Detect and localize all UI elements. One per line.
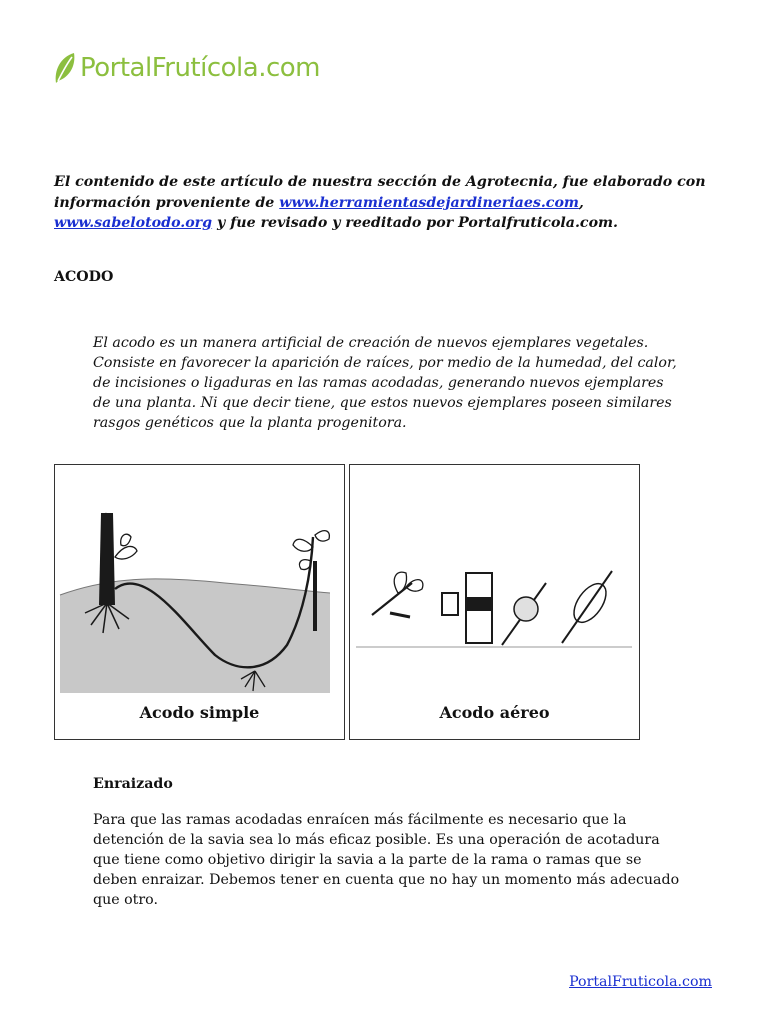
- acodo-simple-illustration: [55, 465, 344, 739]
- intro-text-before: El contenido de este artículo de nuestra sección de Agrotecnia, fue elaborado con información proveniente de: [54, 174, 706, 211]
- footer-link[interactable]: PortalFruticola.com: [569, 974, 712, 990]
- caption-acodo-aereo: Acodo aéreo: [439, 703, 550, 722]
- enraizado-paragraph: Para que las ramas acodadas enraícen más fácilmente es necesario que la detención de la savia sea lo más eficaz posible. Es una operación de acotadura que tiene como objetivo dirigir la savia a la parte de la rama o ramas que se deben enraizar. Debemos tener en cuenta que no hay un momento más adecuado que otro.: [93, 812, 680, 908]
- acodo-aereo-illustration: [350, 465, 639, 739]
- section-heading: ACODO: [54, 269, 114, 285]
- intro-separator: ,: [578, 194, 584, 211]
- link-herramientas[interactable]: www.herramientasdejardineriaes.com: [279, 194, 579, 211]
- figure-acodo-simple: [54, 464, 345, 740]
- intro-paragraph: [54, 172, 714, 234]
- logo-text: PortalFrutícola.com: [80, 53, 321, 83]
- subsection-heading: Enraizado: [93, 776, 173, 792]
- caption-acodo-simple: Acodo simple: [139, 703, 260, 722]
- intro-text-after: y fue revisado y reeditado por Portalfruticola.com.: [212, 215, 618, 231]
- link-sabelotodo[interactable]: www.sabelotodo.org: [54, 215, 213, 231]
- site-logo[interactable]: [52, 50, 320, 86]
- figure-acodo-aereo: [349, 464, 640, 740]
- leaf-icon: [52, 51, 78, 85]
- definition-quote: El acodo es un manera artificial de creación de nuevos ejemplares vegetales. Consiste en favorecer la aparición de raíces, por medio de la humedad, del calor, de incisiones o ligaduras en las ramas acodadas, generando nuevos ejemplares de una planta. Ni que decir tiene, que estos nuevos ejemplares poseen similares rasgos genéticos que la planta progenitora.: [93, 335, 677, 431]
